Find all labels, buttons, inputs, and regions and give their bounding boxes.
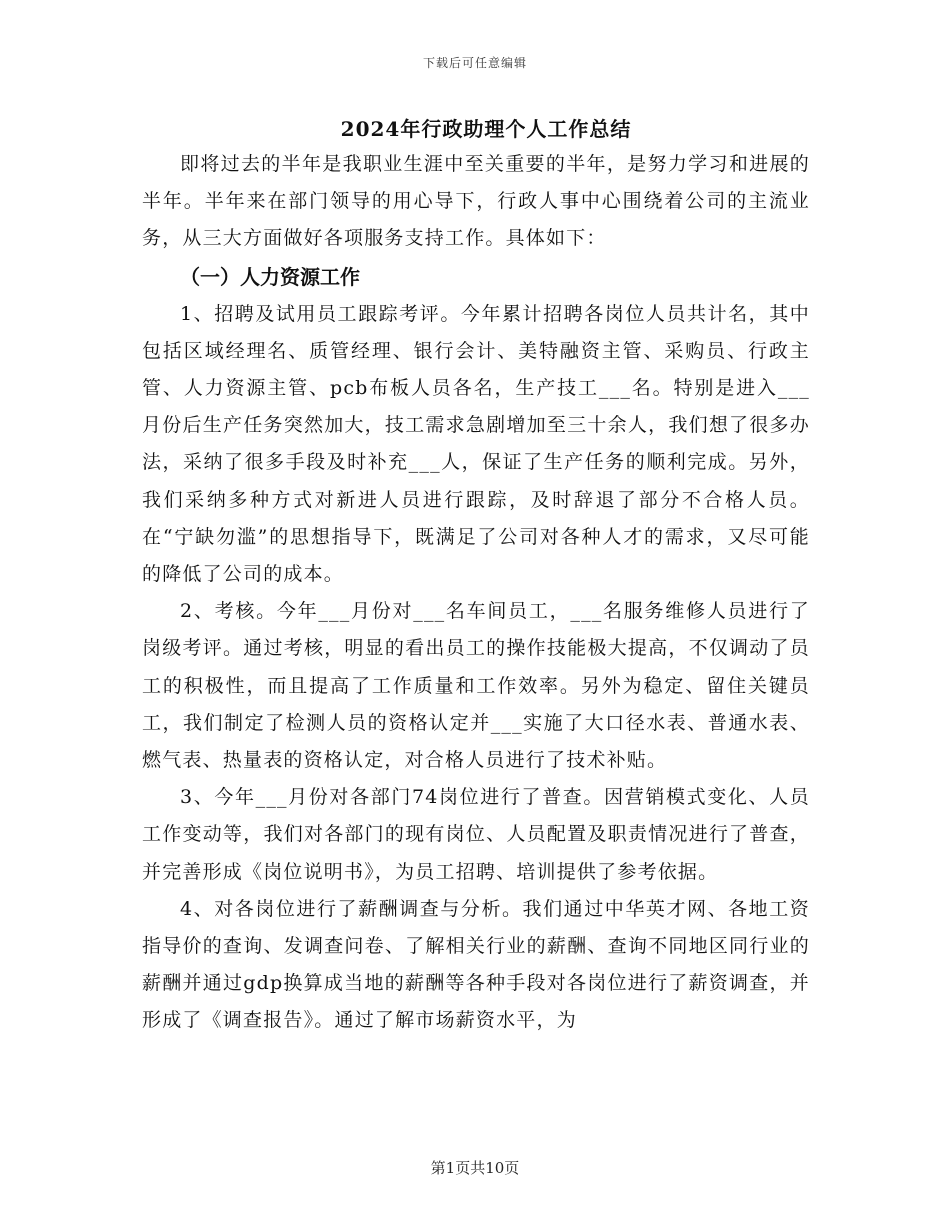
paragraph-item-4: 4、对各岗位进行了薪酬调查与分析。我们通过中华英才网、各地工资指导价的查询、发调查问卷、了解相关行业的薪酬、查询不同地区同行业的薪酬并通过gdp换算成当地的薪酬等各种手段对各岗位进行了薪资调查，并形成了《调查报告》。通过了解市场薪资水平，为 [142, 897, 810, 1032]
paragraph-item-2: 2、考核。今年___月份对___名车间员工，___名服务维修人员进行了岗级考评。通过考核，明显的看出员工的操作技能极大提高，不仅调动了员工的积极性，而且提高了工作质量和工作效率。另外为稳定、留住关键员工，我们制定了检测人员的资格认定并___实施了大口径水表、普通水表、燃气表、热量表的资格认定，对合格人员进行了技术补贴。 [142, 600, 810, 772]
intro-paragraph: 即将过去的半年是我职业生涯中至关重要的半年，是努力学习和进展的半年。半年来在部门领导的用心导下，行政人事中心围绕着公司的主流业务，从三大方面做好各项服务支持工作。具体如下： [142, 153, 810, 250]
section-heading: （一）人力资源工作 [180, 264, 360, 289]
document-title: 2024年行政助理个人工作总结 [340, 117, 632, 141]
page-number-footer: 第1页共10页 [430, 1159, 520, 1177]
page-header-note: 下载后可任意编辑 [422, 56, 527, 70]
paragraph-item-1: 1、招聘及试用员工跟踪考评。今年累计招聘各岗位人员共计名，其中包括区域经理名、质管经理、银行会计、美特融资主管、采购员、行政主管、人力资源主管、pcb布板人员各名，生产技工___名。特别是进入___月份后生产任务突然加大，技工需求急剧增加至三十余人，我们想了很多办法，采纳了很多手段及时补充___人，保证了生产任务的顺利完成。另外，我们采纳多种方式对新进人员进行跟踪，及时辞退了部分不合格人员。在“宁缺勿滥”的思想指导下，既满足了公司对各种人才的需求，又尽可能的降低了公司的成本。 [142, 302, 810, 586]
paragraph-item-3: 3、今年___月份对各部门74岗位进行了普查。因营销模式变化、人员工作变动等，我们对各部门的现有岗位、人员配置及职责情况进行了普查，并完善形成《岗位说明书》，为员工招聘、培训提供了参考依据。 [142, 786, 810, 883]
document-body [142, 112, 810, 1040]
